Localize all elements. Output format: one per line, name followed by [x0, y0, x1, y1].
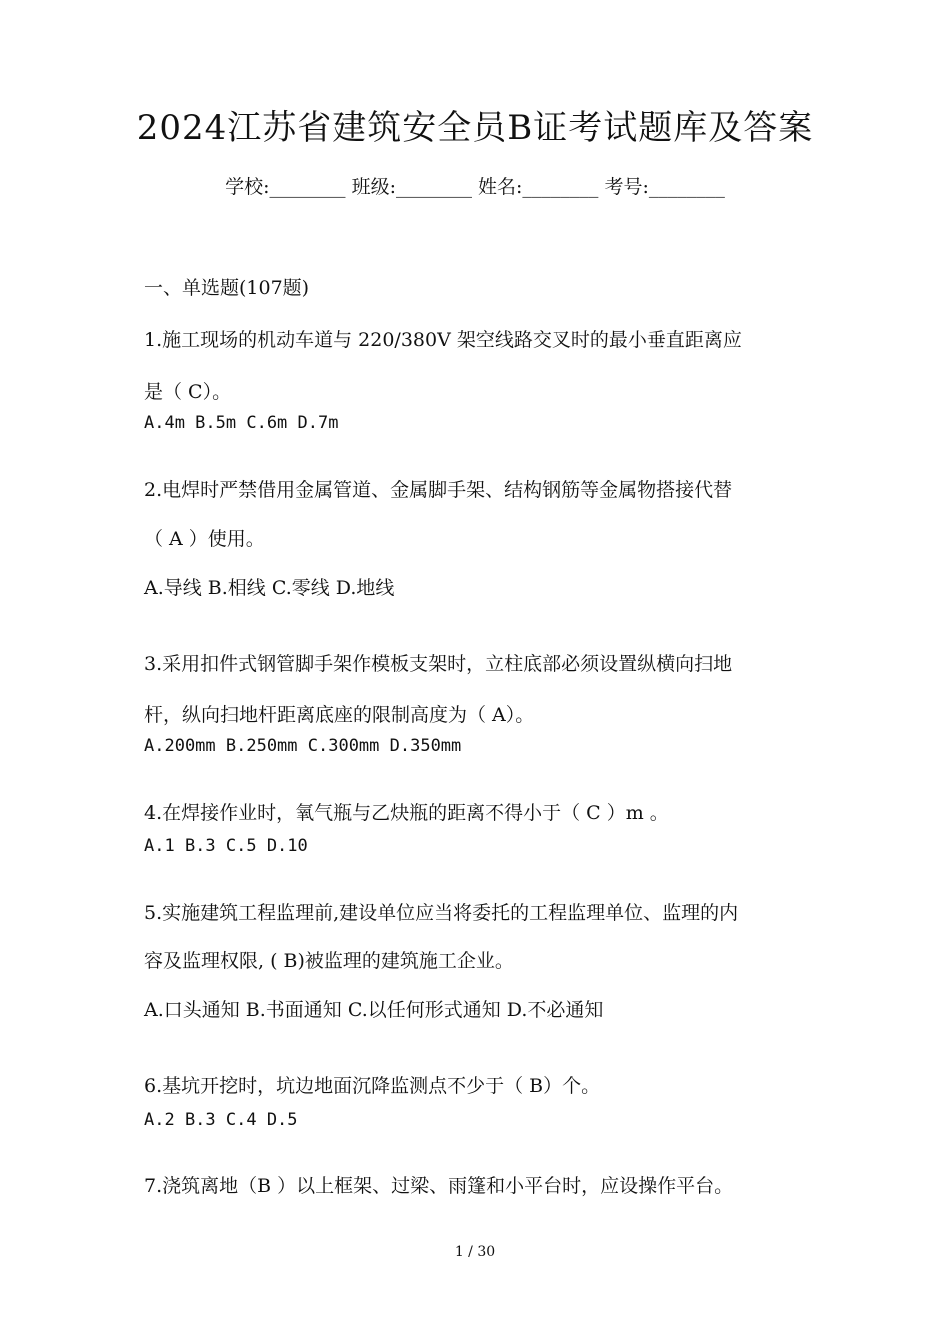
page-number: 1 / 30	[454, 1244, 496, 1260]
document-title: 2024江苏省建筑安全员B证考试题库及答案	[136, 108, 814, 148]
question-1-line-2: 是（ C）。	[144, 381, 232, 403]
question-3-line-1: 3.采用扣件式钢管脚手架作模板支架时，立柱底部必须设置纵横向扫地	[144, 653, 733, 675]
question-4-options: A.1 B.3 C.5 D.10	[144, 836, 308, 856]
question-6-options: A.2 B.3 C.4 D.5	[144, 1110, 298, 1130]
question-2-options: A.导线 B.相线 C.零线 D.地线	[144, 577, 395, 599]
question-3-line-2: 杆，纵向扫地杆距离底座的限制高度为（ A）。	[144, 704, 535, 726]
question-6-line-1: 6.基坑开挖时，坑边地面沉降监测点不少于（ B）个。	[144, 1075, 601, 1097]
question-7-line-1: 7.浇筑离地（B ）以上框架、过梁、雨篷和小平台时，应设操作平台。	[144, 1175, 734, 1197]
question-2-line-1: 2.电焊时严禁借用金属管道、金属脚手架、结构钢筋等金属物搭接代替	[144, 479, 733, 501]
question-5-line-2: 容及监理权限, ( B)被监理的建筑施工企业。	[144, 950, 514, 972]
question-3-options: A.200mm B.250mm C.300mm D.350mm	[144, 736, 462, 756]
question-4-line-1: 4.在焊接作业时，氧气瓶与乙炔瓶的距离不得小于（ C ）m 。	[144, 802, 669, 824]
question-1-line-1: 1.施工现场的机动车道与 220/380V 架空线路交叉时的最小垂直距离应	[144, 329, 742, 351]
question-5-line-1: 5.实施建筑工程监理前,建设单位应当将委托的工程监理单位、监理的内	[144, 902, 739, 924]
section-heading: 一、单选题(107题)	[144, 277, 310, 299]
student-info-line: 学校:________ 班级:________ 姓名:________ 考号:________	[225, 176, 725, 198]
question-5-options: A.口头通知 B.书面通知 C.以任何形式通知 D.不必通知	[144, 999, 604, 1021]
question-2-line-2: （ A ）使用。	[144, 528, 265, 550]
question-1-options: A.4m B.5m C.6m D.7m	[144, 413, 339, 433]
